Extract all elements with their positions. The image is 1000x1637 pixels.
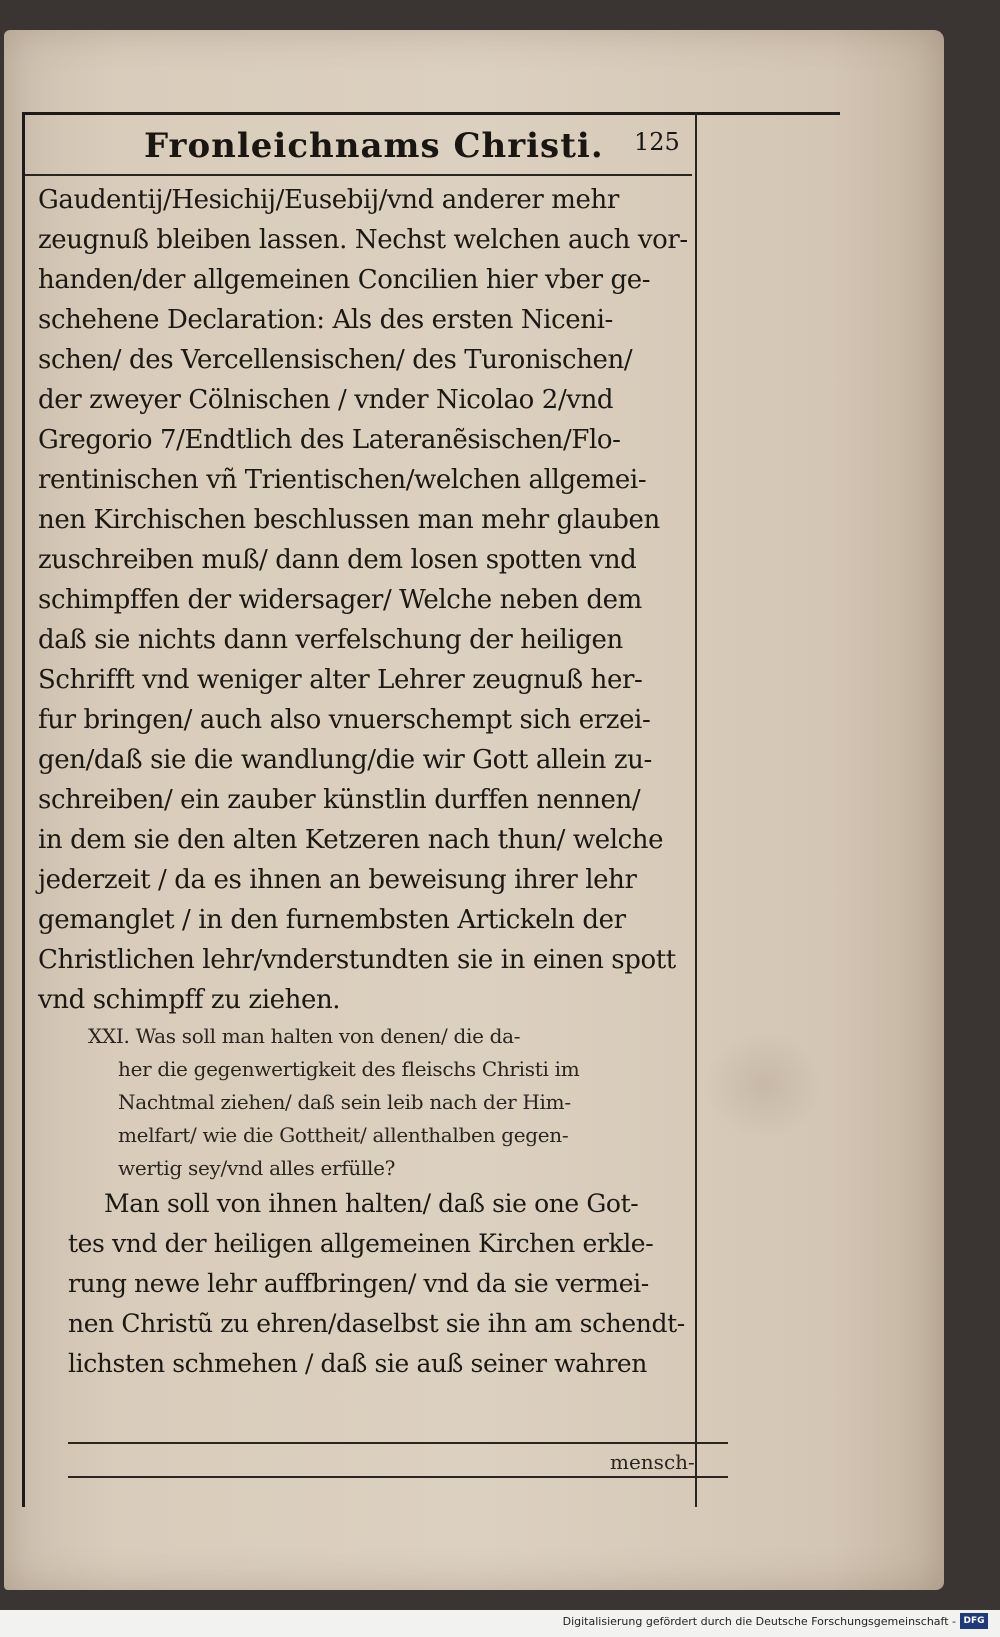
body-line: zuschreiben muß/ dann dem losen spotten vnd [38, 545, 637, 575]
dfg-logo: DFG [960, 1613, 988, 1629]
body-line: handen/der allgemeinen Concilien hier vber ge- [38, 265, 651, 295]
catchword: mensch- [610, 1450, 695, 1474]
body-line: gen/daß sie die wandlung/die wir Gott allein zu- [38, 745, 652, 775]
body-line: nen Kirchischen beschlussen man mehr glauben [38, 505, 660, 535]
answer-line: tes vnd der heiligen allgemeinen Kirchen erkle- [68, 1229, 654, 1258]
body-line: der zweyer Cölnischen / vnder Nicolao 2/vnd [38, 385, 614, 415]
body-line: Christlichen lehr/vnderstundten sie in einen spott [38, 945, 676, 975]
body-line: Schrifft vnd weniger alter Lehrer zeugnuß her- [38, 665, 643, 695]
funding-credit: Digitalisierung gefördert durch die Deutsche Forschungsgemeinschaft - [562, 1615, 956, 1628]
body-line: daß sie nichts dann verfelschung der heiligen [38, 625, 623, 655]
answer-line: nen Christũ zu ehren/daselbst sie ihn am schendt- [68, 1309, 685, 1338]
body-line: schimpffen der widersager/ Welche neben dem [38, 585, 642, 615]
body-line: schehene Declaration: Als des ersten Niceni- [38, 305, 613, 335]
body-line: zeugnuß bleiben lassen. Nechst welchen auch vor- [38, 225, 688, 255]
body-line: vnd schimpff zu ziehen. [38, 985, 341, 1015]
answer-line: rung newe lehr auffbringen/ vnd da sie vermei- [68, 1269, 649, 1298]
body-line: Gregorio 7/Endtlich des Lateranẽsischen/Flo- [38, 425, 621, 455]
body-line: Gaudentij/Hesichij/Eusebij/vnd anderer mehr [38, 185, 619, 215]
body-line: schreiben/ ein zauber künstlin durffen nennen/ [38, 785, 641, 815]
answer-text [68, 1184, 714, 1384]
paper-stain [704, 1030, 824, 1140]
question-text: Was soll man halten von denen/ die da- [135, 1024, 521, 1048]
book-page [4, 30, 944, 1590]
body-line: jederzeit / da es ihnen an beweisung ihrer lehr [38, 865, 637, 895]
question-line: Nachtmal ziehen/ daß sein leib nach der Him- [118, 1090, 571, 1114]
question-first-line [88, 1020, 708, 1053]
question-line: melfart/ wie die Gottheit/ allenthalben gegen- [118, 1123, 569, 1147]
body-line: fur bringen/ auch also vnuerschempt sich erzei- [38, 705, 651, 735]
question-line: her die gegenwertigkeit des fleischs Christi im [118, 1057, 580, 1081]
bottom-rule [68, 1442, 728, 1444]
bottom-rule-lower [68, 1476, 728, 1478]
answer-line: Man soll von ihnen halten/ daß sie one Got- [104, 1189, 639, 1218]
body-line: rentinischen vñ Trientischen/welchen allgemei- [38, 465, 647, 495]
body-line: schen/ des Vercellensischen/ des Turonischen/ [38, 345, 633, 375]
body-line: gemanglet / in den furnembsten Artickeln der [38, 905, 626, 935]
question-block [88, 1020, 708, 1185]
page-number: 125 [634, 128, 680, 156]
body-text [38, 180, 728, 1020]
question-number: XXI. [88, 1024, 130, 1048]
answer-line: lichsten schmehen / daß sie auß seiner wahren [68, 1349, 647, 1378]
running-head: Fronleichnams Christi. [144, 126, 604, 166]
question-line: wertig sey/vnd alles erfülle? [118, 1156, 396, 1180]
body-line: in dem sie den alten Ketzeren nach thun/ welche [38, 825, 664, 855]
